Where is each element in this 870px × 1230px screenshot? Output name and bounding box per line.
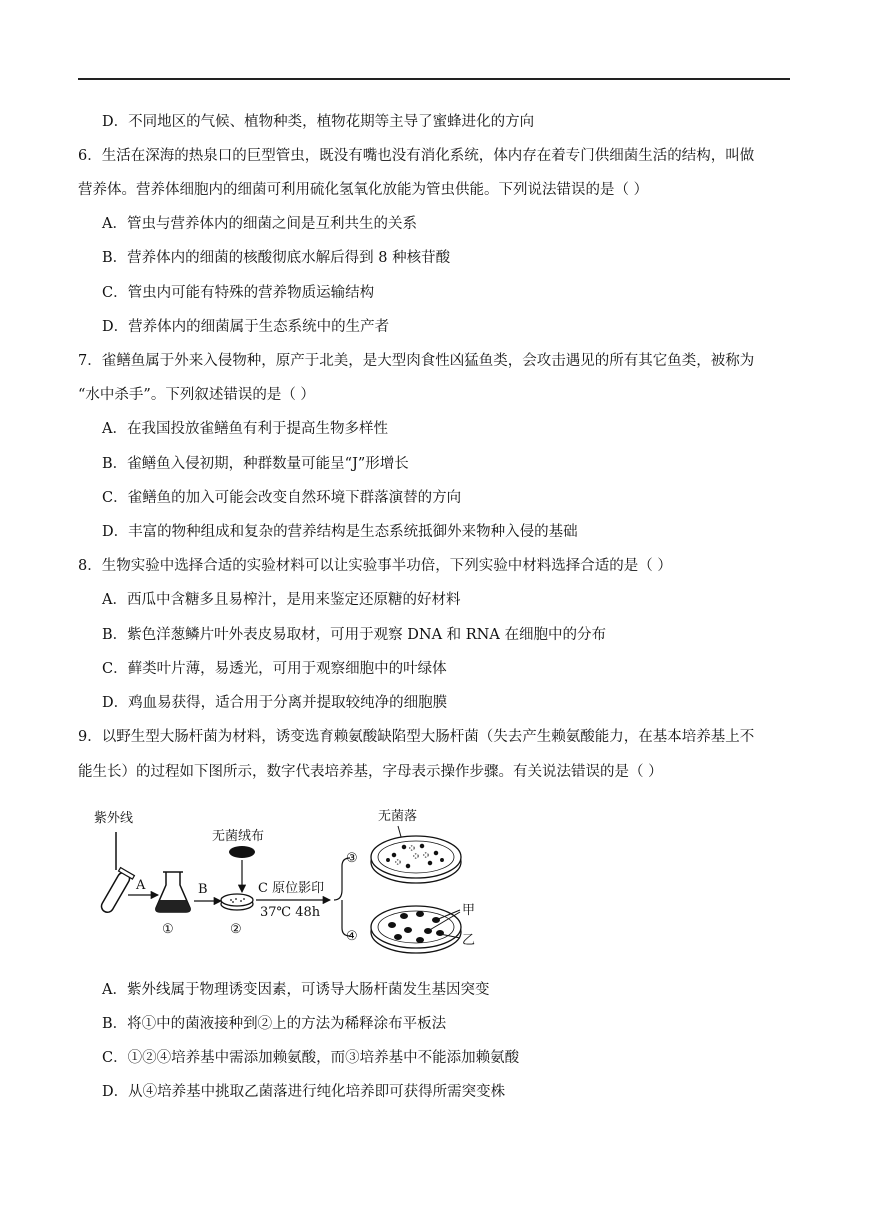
q6-stem-line2: 营养体。营养体细胞内的细菌可利用硫化氢氧化放能为管虫供能。下列说法错误的是（ ） — [78, 182, 649, 198]
step-b-label: B — [198, 882, 208, 897]
q8-option-a: A．西瓜中含糖多且易榨汁，是用来鉴定还原糖的好材料 — [102, 592, 461, 608]
header-rule — [78, 78, 790, 80]
q9-option-a: A．紫外线属于物理诱变因素，可诱导大肠杆菌发生基因突变 — [102, 982, 490, 998]
q7-stem-line1: 7．雀鳝鱼属于外来入侵物种，原产于北美，是大型肉食性凶猛鱼类，会攻击遇见的所有其它鱼类，被称为 — [78, 353, 755, 369]
no-colony-label: 无菌落 — [378, 809, 418, 824]
test-tube-icon — [98, 868, 135, 916]
uv-label: 紫外线 — [94, 811, 134, 826]
medium-4-label: ④ — [346, 929, 358, 944]
q8-option-d: D．鸡血易获得，适合用于分离并提取较纯净的细胞膜 — [102, 695, 448, 711]
q6-option-d: D．营养体内的细菌属于生态系统中的生产者 — [102, 319, 390, 335]
petri-dish-3 — [371, 836, 461, 883]
colony-jia-label: 甲 — [462, 903, 476, 918]
q8-option-b: B．紫色洋葱鳞片叶外表皮易取材，可用于观察 DNA 和 RNA 在细胞中的分布 — [102, 627, 606, 643]
q9-stem-line2: 能生长）的过程如下图所示，数字代表培养基，字母表示操作步骤。有关说法错误的是（ ） — [78, 764, 663, 780]
q7-option-b: B．雀鳝鱼入侵初期，种群数量可能呈“J”形增长 — [102, 456, 409, 472]
petri-dish-2 — [221, 894, 253, 910]
q5-option-d: D．不同地区的气候、植物种类，植物花期等主导了蜜蜂进化的方向 — [102, 114, 535, 130]
q9-stem-line1: 9．以野生型大肠杆菌为材料，诱变选育赖氨酸缺陷型大肠杆菌（失去产生赖氨酸能力，在基本培养基上不 — [78, 729, 755, 745]
step-a-label: A — [136, 878, 146, 893]
q7-option-d: D．丰富的物种组成和复杂的营养结构是生态系统抵御外来物种入侵的基础 — [102, 524, 578, 540]
medium-2-label: ② — [230, 922, 242, 937]
step-c-label: C 原位影印 — [258, 881, 325, 896]
q9-option-c: C．①②④培养基中需添加赖氨酸，而③培养基中不能添加赖氨酸 — [102, 1050, 520, 1066]
petri-dish-4 — [371, 906, 461, 953]
q6-option-c: C．管虫内可能有特殊的营养物质运输结构 — [102, 285, 375, 301]
q9-option-d: D．从④培养基中挑取乙菌落进行纯化培养即可获得所需突变株 — [102, 1084, 506, 1100]
q6-option-a: A．管虫与营养体内的细菌之间是互利共生的关系 — [102, 216, 417, 232]
q7-option-c: C．雀鳝鱼的加入可能会改变自然环境下群落演替的方向 — [102, 490, 462, 506]
velvet-label: 无菌绒布 — [212, 829, 265, 844]
medium-3-label: ③ — [346, 851, 358, 866]
medium-1-label: ① — [162, 922, 174, 937]
q8-option-c: C．藓类叶片薄，易透光，可用于观察细胞中的叶绿体 — [102, 661, 447, 677]
q6-stem-line1: 6．生活在深海的热泉口的巨型管虫，既没有嘴也没有消化系统，体内存在着专门供细菌生活的结构，叫做 — [78, 148, 755, 164]
condition-label: 37℃ 48h — [260, 905, 321, 920]
mutant-screening-diagram — [86, 800, 506, 965]
q9-option-b: B．将①中的菌液接种到②上的方法为稀释涂布平板法 — [102, 1016, 447, 1032]
colony-yi-label: 乙 — [462, 933, 476, 948]
velvet-cloth-icon — [229, 846, 255, 858]
q7-option-a: A．在我国投放雀鳝鱼有利于提高生物多样性 — [102, 421, 388, 437]
branch-brace — [334, 858, 350, 936]
q6-option-b: B．营养体内的细菌的核酸彻底水解后得到 8 种核苷酸 — [102, 250, 451, 266]
q8-stem: 8．生物实验中选择合适的实验材料可以让实验事半功倍，下列实验中材料选择合适的是（ ） — [78, 558, 672, 574]
q7-stem-line2: “水中杀手”。下列叙述错误的是（ ） — [78, 387, 315, 403]
flask-icon — [156, 872, 190, 912]
